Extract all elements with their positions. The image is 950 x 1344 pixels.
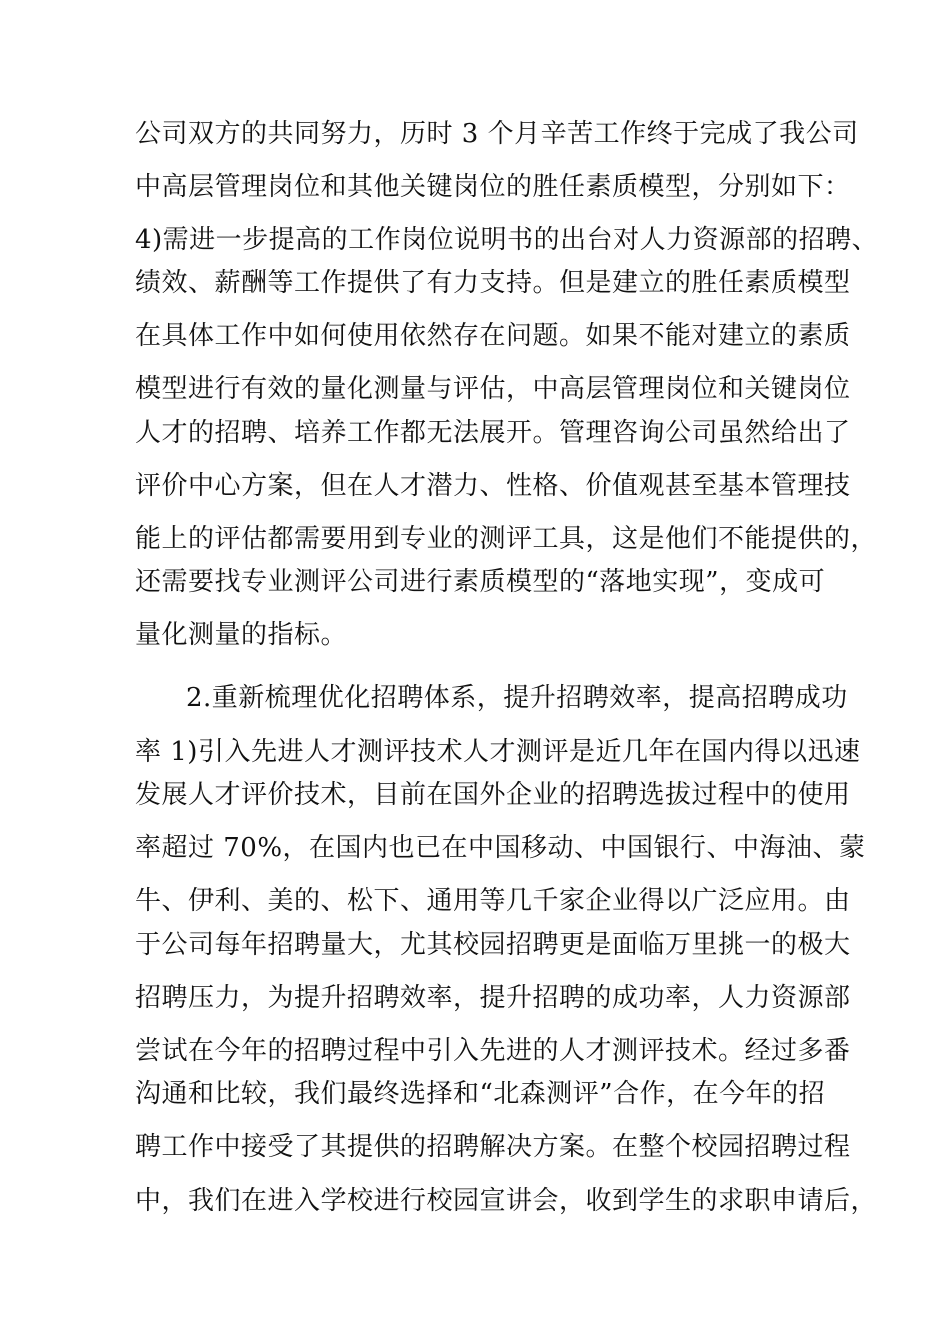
text-line: 量化测量的指标。 — [135, 620, 348, 650]
text-line: 招聘压力，为提升招聘效率，提升招聘的成功率，人力资源部 — [135, 983, 851, 1013]
text-line: 公司双方的共同努力，历时 3 个月辛苦工作终于完成了我公司 — [135, 119, 859, 149]
text-line: 绩效、薪酬等工作提供了有力支持。但是建立的胜任素质模型 — [135, 268, 851, 298]
text-line: 2.重新梳理优化招聘体系，提升招聘效率，提高招聘成功 — [186, 683, 848, 713]
text-line: 发展人才评价技术，目前在国外企业的招聘选拔过程中的使用 — [135, 780, 851, 810]
text-line: 于公司每年招聘量大，尤其校园招聘更是面临万里挑一的极大 — [135, 930, 851, 960]
text-line: 评价中心方案，但在人才潜力、性格、价值观甚至基本管理技 — [135, 471, 851, 501]
text-line: 尝试在今年的招聘过程中引入先进的人才测评技术。经过多番 — [135, 1036, 851, 1066]
text-line: 中高层管理岗位和其他关键岗位的胜任素质模型，分别如下： — [135, 172, 851, 202]
text-line: 模型进行有效的量化测量与评估，中高层管理岗位和关键岗位 — [135, 374, 851, 404]
text-line: 率 1)引入先进人才测评技术人才测评是近几年在国内得以迅速 — [135, 737, 861, 767]
text-line: 聘工作中接受了其提供的招聘解决方案。在整个校园招聘过程 — [135, 1132, 851, 1162]
text-line: 在具体工作中如何使用依然存在问题。如果不能对建立的素质 — [135, 321, 851, 351]
text-line: 能上的评估都需要用到专业的测评工具，这是他们不能提供的， — [135, 524, 878, 554]
text-line: 中，我们在进入学校进行校园宣讲会，收到学生的求职申请后， — [135, 1186, 878, 1216]
text-line: 率超过 70%，在国内也已在中国移动、中国银行、中海油、蒙 — [135, 833, 866, 863]
text-line: 沟通和比较，我们最终选择和“北森测评”合作，在今年的招 — [135, 1079, 826, 1109]
text-line: 还需要找专业测评公司进行素质模型的“落地实现”，变成可 — [135, 567, 826, 597]
text-line: 人才的招聘、培养工作都无法展开。管理咨询公司虽然给出了 — [135, 418, 851, 448]
text-line: 牛、伊利、美的、松下、通用等几千家企业得以广泛应用。由 — [135, 886, 851, 916]
text-line: 4)需进一步提高的工作岗位说明书的出台对人力资源部的招聘、 — [135, 225, 879, 255]
